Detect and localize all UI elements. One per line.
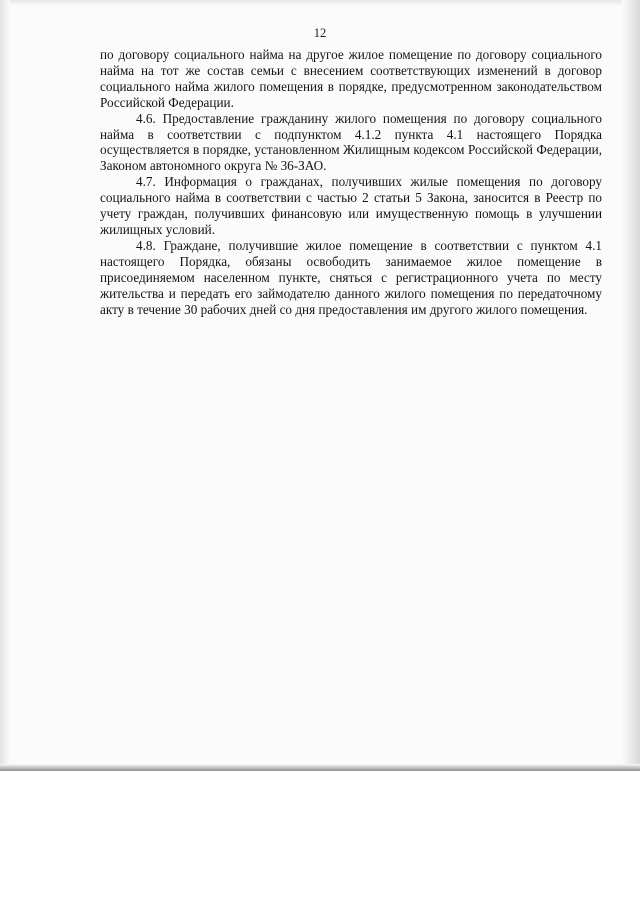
scan-edge-top (0, 0, 640, 6)
paragraph-4-8: 4.8. Граждане, получившие жилое помещение в соответствии с пунктом 4.1 настоящего Порядка, обязаны освободить занимаемое жилое помещение в присоединяемом населенном пункте, сняться с регистрационного учета по месту жительства и передать его займодателю данного жилого помещения по передаточному акту в течение 30 рабочих дней со дня предоставления им другого жилого помещения. (100, 237, 602, 317)
scan-edge-left (0, 0, 10, 771)
paragraph-4-6: 4.6. Предоставление гражданину жилого помещения по договору социального найма в соответствии с подпунктом 4.1.2 пункта 4.1 настоящего Порядка осуществляется в порядке, установленном Жилищным кодексом Российской Федерации, Законом автономного округа № 36-ЗАО. (100, 110, 602, 174)
paragraph-4-7: 4.7. Информация о гражданах, получивших жилые помещения по договору социального найма в соответствии с частью 2 статьи 5 Закона, заносится в Реестр по учету граждан, получивших финансовую или имущественную помощь в улучшении жилищных условий. (100, 174, 602, 237)
scan-edge-right (622, 0, 640, 771)
scan-bottom-edge (0, 764, 640, 771)
paragraph-continuation: по договору социального найма на другое жилое помещение по договору социального найма на тот же состав семьи с внесением соответствующих изменений в договор социального найма жилого помещения в порядке, предусмотренном законодательством Российской Федерации. (100, 47, 602, 110)
page-number: 12 (313, 26, 327, 40)
document-body (100, 47, 602, 317)
